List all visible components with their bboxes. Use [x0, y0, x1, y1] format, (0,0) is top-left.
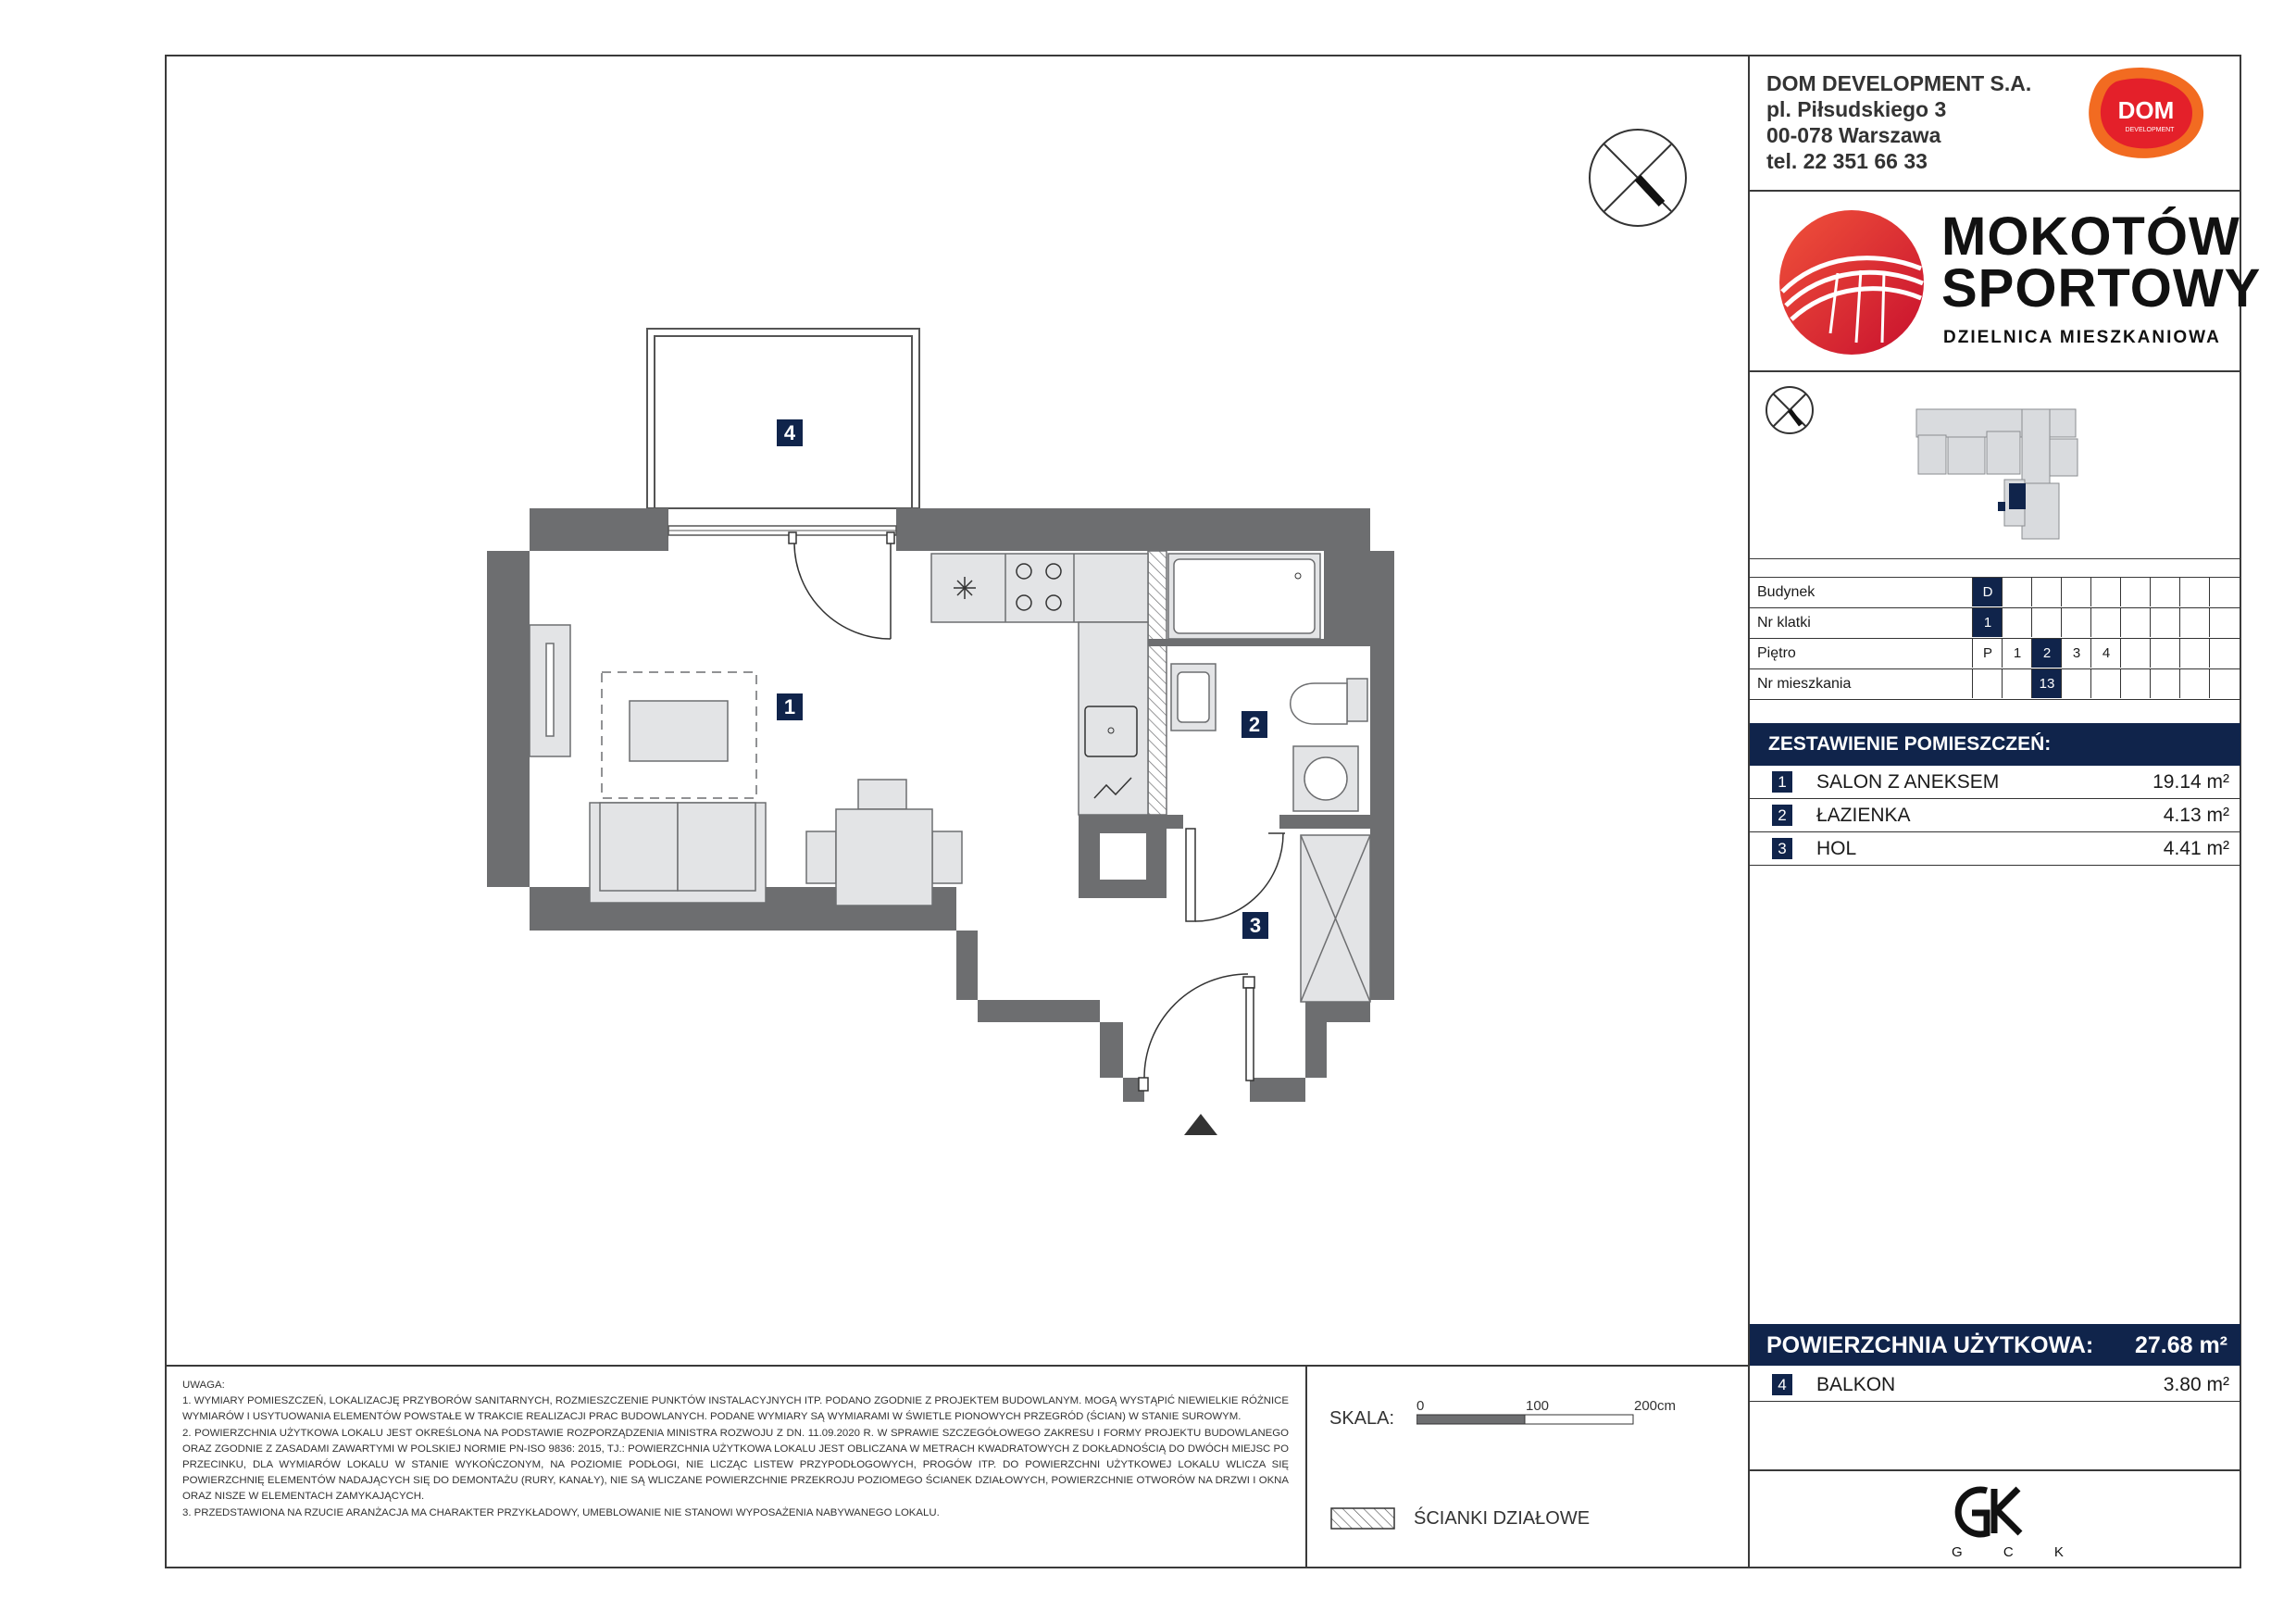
label-mieszkanie: Nr mieszkania — [1757, 676, 1852, 692]
cell-mieszkanie: 13 — [2031, 669, 2062, 698]
tv-unit-icon — [530, 625, 570, 756]
partition-wall-bath — [1148, 551, 1167, 815]
toilet-icon — [1291, 679, 1367, 724]
legend-hatch-swatch — [1330, 1507, 1397, 1531]
label-budynek: Budynek — [1757, 584, 1816, 600]
note-item-2: 2. POWIERZCHNIA UŻYTKOWA LOKALU JEST OKREŚLONA NA PODSTAWIE ROZPORZĄDZENIA MINISTRA ROZWOJU Z DN. 11.09.2020 R. W SPRAWIE SZCZEGÓŁOWEGO ZAKRESU I FORMY PROJEKTU BUDOWLANEGO ORAZ ZGODNIE Z ZASADAMI ZAWARTYMI W POLSKIEJ NORMIE PN-ISO 9836: 2015, TJ.: POWIERZCHNIA UŻYTKOWA LOKALU JEST OBLICZANA W METRACH KWADRATOWYCH Z DOKŁADNOŚCIĄ DO DWÓCH MIEJSC PO PRZECINKU, DLA WYMIARÓW LOKALU W STANIE WYKOŃCZONYM, NA POZIOMIE PODŁOGI, NIE LICZĄC LISTEW PRZYPODŁOGOWYCH, PROGÓW ITP. DO POWIERZCHNI UŻYTKOWEJ LOKALU WLICZA SIĘ POWIERZCHNIĘ ELEMENTÓW NADAJĄCYCH SIĘ DO DEMONTAŻU (RURY, KANAŁY), NIE SĄ WLICZANE POWIERZCHNIE PRZEKROJU POZIOMEGO ŚCIANEK DZIAŁOWYCH, POWIERZCHNIE OTWORÓW NA DRZWI I OKNA ORAZ NISZE W ELEMENTACH ZAMYKAJĄCYCH. — [182, 1427, 1289, 1503]
kitchen-counter — [931, 554, 1148, 815]
info-row-budynek — [1750, 578, 2240, 608]
room-row-2 — [1750, 799, 2240, 832]
cell-pietro-p: P — [1972, 639, 2003, 668]
coffee-table-icon — [630, 701, 728, 761]
room-name-balkon: BALKON — [1816, 1374, 1896, 1395]
mokotow-sportowy-emblem — [1773, 204, 1930, 361]
label-klatka: Nr klatki — [1757, 615, 1811, 631]
cell-pietro-1: 1 — [2002, 639, 2032, 668]
legend-label: ŚCIANKI DZIAŁOWE — [1414, 1508, 1591, 1529]
plan-label-1: 1 — [777, 693, 803, 720]
company-name: DOM DEVELOPMENT S.A. — [1766, 71, 2032, 95]
divider-project-logo — [1748, 370, 2240, 372]
compass-icon — [1590, 130, 1686, 226]
bathtub-icon — [1168, 554, 1320, 639]
info-row-mieszkanie — [1750, 669, 2240, 700]
divider-gck — [1748, 1469, 2240, 1471]
project-subtitle: DZIELNICA MIESZKANIOWA — [1943, 328, 2221, 347]
scale-tick-200: 200cm — [1634, 1398, 1677, 1414]
cell-pietro-4: 4 — [2090, 639, 2121, 668]
notes-heading: UWAGA: — [182, 1380, 225, 1391]
total-area-value: 27.68 m² — [2134, 1332, 2227, 1358]
dom-logo-subtext: DEVELOPMENT — [2125, 127, 2175, 133]
room-num-2: 2 — [1772, 805, 1792, 826]
info-row-klatka — [1750, 608, 2240, 639]
plan-label-4: 4 — [777, 419, 803, 446]
project-name-line1: MOKOTÓW — [1941, 206, 2240, 267]
divider-scale — [1305, 1365, 1307, 1568]
gck-letters: G C K — [1952, 1544, 2082, 1560]
shaft-opening — [1100, 833, 1146, 880]
dom-logo-text: DOM — [2117, 96, 2175, 124]
scale-bar — [1416, 1414, 1639, 1427]
balcony-door-icon — [789, 532, 894, 639]
room-area-3: 4.41 m² — [2163, 838, 2229, 859]
keyplan-compass-icon — [1764, 384, 1816, 436]
room-area-2: 4.13 m² — [2163, 805, 2229, 826]
entrance-door-icon — [1139, 974, 1254, 1091]
room-num-3: 3 — [1772, 838, 1792, 859]
room-area-1: 19.14 m² — [2152, 771, 2229, 793]
info-row-pietro — [1750, 639, 2240, 669]
cell-budynek: D — [1972, 578, 2003, 606]
summary-heading-text: ZESTAWIENIE POMIESZCZEŃ: — [1768, 733, 2052, 755]
kitchen-sink-icon — [1085, 706, 1137, 756]
entrance-marker-icon — [1184, 1114, 1217, 1135]
note-item-3: 3. PRZEDSTAWIONA NA RZUCIE ARANŻACJA MA CHARAKTER PRZYKŁADOWY, UMEBLOWANIE NIE STANOWI WYPOSAŻENIA NABYWANEGO LOKALU. — [182, 1506, 940, 1518]
room-row-balkon — [1750, 1368, 2240, 1402]
scale-tick-0: 0 — [1416, 1398, 1425, 1414]
room-name-2: ŁAZIENKA — [1816, 805, 1911, 826]
total-area-bar — [1750, 1324, 2240, 1366]
sofa-icon — [590, 803, 766, 903]
dining-set-icon — [806, 780, 962, 906]
divider-notes — [165, 1365, 1750, 1367]
scale-label: SKALA: — [1329, 1408, 1395, 1429]
room-num-1: 1 — [1772, 771, 1792, 793]
scale-tick-100: 100 — [1526, 1398, 1550, 1414]
divider-keyplan — [1748, 558, 2240, 559]
cell-klatka: 1 — [1972, 608, 2003, 637]
room-name-3: HOL — [1816, 838, 1857, 859]
project-logo-text — [1941, 206, 2262, 319]
notes-block — [182, 1378, 1289, 1521]
room-row-3 — [1750, 832, 2240, 866]
label-pietro: Piętro — [1757, 645, 1796, 661]
total-area-label: POWIERZCHNIA UŻYTKOWA: — [1766, 1332, 2094, 1358]
summary-heading — [1750, 723, 2240, 766]
keyplan-building-icon — [1907, 398, 2092, 551]
company-address-line2: 00-078 Warszawa — [1766, 123, 1941, 147]
plan-label-3: 3 — [1242, 912, 1268, 939]
floor-plan — [167, 56, 1741, 1362]
company-info — [1766, 70, 2031, 174]
plan-label-2: 2 — [1242, 711, 1267, 738]
wardrobe-icon — [1301, 835, 1370, 1002]
room-row-1 — [1750, 766, 2240, 799]
note-item-1: 1. WYMIARY POMIESZCZEŃ, LOKALIZACJĘ PRZYBORÓW SANITARNYCH, ROZMIESZCZENIE PUNKTÓW INSTALACYJNYCH ITP. PODANO ZGODNIE Z PROJEKTEM BUDOWLANYM. MOGĄ WYSTĄPIĆ NIEWIELKIE RÓŻNICE WYMIARÓW I USYTUOWANIA ELEMENTÓW POWSTAŁE W TRAKCIE REALIZACJI PRAC BUDOWLANYCH. PODANE WYMIARY SĄ WYMIARAMI W ŚWIETLE PIONOWYCH PRZEGRÓD (ŚCIAN) W STANIE SUROWYM. — [182, 1395, 1289, 1423]
company-address-line1: pl. Piłsudskiego 3 — [1766, 97, 1947, 121]
bathroom-door-icon — [1186, 829, 1285, 921]
room-area-balkon: 3.80 m² — [2163, 1374, 2229, 1395]
dom-development-logo — [2083, 65, 2213, 167]
company-phone: tel. 22 351 66 33 — [1766, 149, 1928, 173]
divider-company — [1748, 190, 2240, 192]
room-num-4: 4 — [1772, 1374, 1792, 1395]
cell-pietro-2: 2 — [2031, 639, 2062, 668]
washing-machine-icon — [1293, 746, 1358, 811]
cell-pietro-3: 3 — [2061, 639, 2091, 668]
project-name-line2: SPORTOWY — [1941, 258, 2262, 319]
balcony — [647, 329, 919, 508]
room-name-1: SALON Z ANEKSEM — [1816, 771, 2000, 793]
